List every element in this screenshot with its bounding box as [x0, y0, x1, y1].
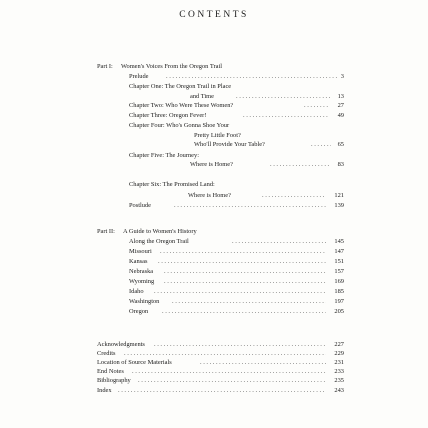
- toc-entry[interactable]: [0, 101, 428, 111]
- entry-page: 169: [334, 278, 344, 285]
- entry-label: Chapter Four: Who's Gonna Shoe Your: [129, 122, 230, 129]
- entry-label: Chapter Five: The Journey:: [129, 152, 199, 159]
- entry-page: 147: [334, 248, 344, 255]
- entry-page: 145: [334, 238, 344, 245]
- entry-label: Pretty Little Foot?: [194, 132, 241, 139]
- entry-page: 157: [334, 268, 344, 275]
- leader-dots: [174, 201, 326, 211]
- toc-entry[interactable]: [0, 307, 428, 317]
- toc-entry[interactable]: [0, 72, 428, 82]
- leader-dots: [164, 277, 326, 287]
- entry-label: Index: [97, 387, 112, 394]
- toc-entry[interactable]: [0, 201, 428, 211]
- toc-entry[interactable]: [0, 277, 428, 287]
- toc-entry[interactable]: [0, 376, 428, 386]
- toc-entry[interactable]: [0, 287, 428, 297]
- entry-label: Where is Home?: [188, 192, 231, 199]
- entry-label: Nebraska: [129, 268, 154, 275]
- leader-dots: [160, 247, 326, 257]
- entry-label: Chapter Two: Who Were These Women?: [129, 102, 234, 109]
- leader-dots: [232, 237, 326, 247]
- leader-dots: [158, 257, 326, 267]
- part-title: Women's Voices From the Oregon Trail: [121, 63, 223, 70]
- entry-label: Kansas: [129, 258, 148, 265]
- entry-label: Postlude: [129, 202, 152, 209]
- toc-entry[interactable]: [0, 121, 428, 131]
- entry-page: 185: [334, 288, 344, 295]
- entry-page: 229: [334, 350, 344, 357]
- entry-page: 65: [337, 141, 344, 148]
- part-title: A Guide to Women's History: [123, 228, 197, 235]
- entry-label: Prelude: [129, 73, 149, 80]
- leader-dots: [138, 376, 326, 386]
- toc-entry[interactable]: [0, 297, 428, 307]
- entry-page: 13: [337, 93, 344, 100]
- entry-page: 27: [337, 102, 344, 109]
- entry-page: 49: [337, 112, 344, 119]
- entry-label: End Notes: [97, 368, 124, 375]
- entry-label: Chapter One: The Oregon Trail in Place: [129, 83, 232, 90]
- entry-page: 231: [334, 359, 344, 366]
- toc-entry[interactable]: [0, 386, 428, 396]
- leader-dots: [262, 191, 326, 201]
- entry-page: 243: [334, 387, 344, 394]
- entry-page: 83: [337, 161, 344, 168]
- part-label: Part I:: [97, 63, 113, 70]
- entry-page: 121: [334, 192, 344, 199]
- entry-page: 205: [334, 308, 344, 315]
- toc-entry-continued[interactable]: [0, 140, 428, 150]
- toc-entry[interactable]: [0, 180, 428, 190]
- entry-label: Wyoming: [129, 278, 155, 285]
- toc-entry[interactable]: [0, 237, 428, 247]
- entry-label: Missouri: [129, 248, 152, 255]
- entry-label: Where is Home?: [190, 161, 233, 168]
- toc-entry[interactable]: [0, 82, 428, 92]
- toc-entry[interactable]: [0, 267, 428, 277]
- entry-page: 197: [334, 298, 344, 305]
- entry-page: 151: [334, 258, 344, 265]
- leader-dots: [311, 140, 331, 150]
- entry-label: Oregon: [129, 308, 149, 315]
- entry-page: 233: [334, 368, 344, 375]
- toc-entry[interactable]: [0, 111, 428, 121]
- entry-label: Location of Source Materials: [97, 359, 172, 366]
- entry-label: Chapter Six: The Promised Land:: [129, 181, 215, 188]
- entry-label: Chapter Three: Oregon Fever!: [129, 112, 207, 119]
- leader-dots: [162, 307, 326, 317]
- leader-dots: [172, 297, 326, 307]
- leader-dots: [154, 287, 326, 297]
- entry-label: Credits: [97, 350, 116, 357]
- entry-page: 3: [340, 73, 344, 80]
- toc-entry-continued[interactable]: [0, 160, 428, 170]
- part-label: Part II:: [97, 228, 115, 235]
- toc-entry-continued[interactable]: [0, 191, 428, 201]
- entry-label: Who'll Provide Your Table?: [194, 141, 265, 148]
- entry-page: 235: [334, 377, 344, 384]
- leader-dots: [166, 72, 338, 82]
- entry-label: Washington: [129, 298, 160, 305]
- entry-page: 227: [334, 341, 344, 348]
- toc-entry[interactable]: [0, 257, 428, 267]
- entry-page: 139: [334, 202, 344, 209]
- leader-dots: [164, 267, 326, 277]
- leader-dots: [118, 386, 326, 396]
- entry-label: Idaho: [129, 288, 144, 295]
- entry-label: Bibliography: [97, 377, 131, 384]
- part-heading: [0, 62, 428, 72]
- toc-entry[interactable]: [0, 247, 428, 257]
- leader-dots: [243, 111, 329, 121]
- entry-label: Acknowledgments: [97, 341, 145, 348]
- leader-dots: [270, 160, 330, 170]
- entry-label: Along the Oregon Trail: [129, 238, 189, 245]
- part-heading: [0, 227, 428, 237]
- entry-label: and Time: [190, 93, 214, 100]
- leader-dots: [304, 101, 330, 111]
- page-title: CONTENTS: [179, 10, 249, 20]
